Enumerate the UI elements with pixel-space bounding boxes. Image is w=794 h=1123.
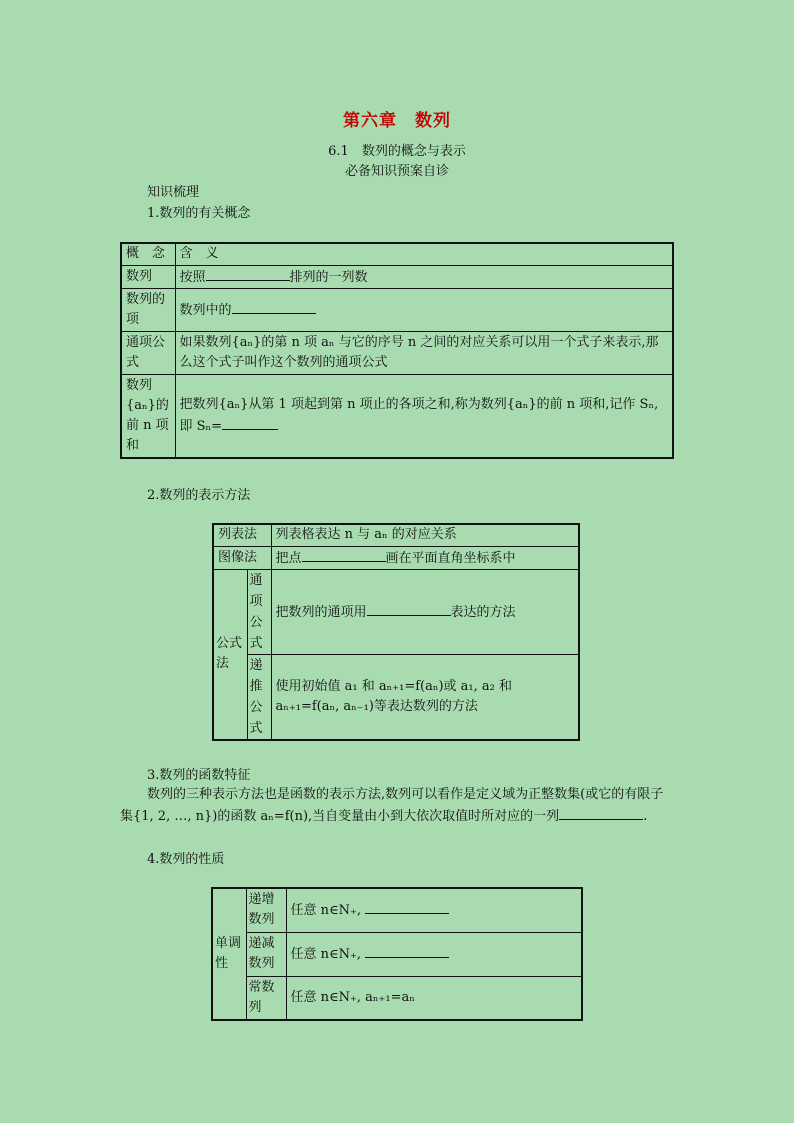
formula-method-name: 公式法 [213,569,247,740]
section-3-paragraph [120,784,672,827]
row-general-formula-meaning: 如果数列{aₙ}的第 n 项 aₙ 与它的序号 n 之间的对应关系可以用一个式子来表示,那么这个式子叫作这个数列的通项公式 [175,331,673,374]
row-term-meaning [175,288,673,331]
section-3-heading: 3.数列的函数特征 [147,768,251,783]
row-sequence-meaning [175,265,673,288]
row-sequence-concept: 数列 [121,265,175,288]
list-method-text: 列表格表达 n 与 aₙ 的对应关系 [271,524,579,546]
row-partial-sum-pre: 把数列{aₙ}从第 1 项起到第 n 项止的各项之和,称为数列{aₙ}的前 n 项和,记作 Sₙ,即 Sₙ= [179,396,659,434]
recursive-formula-name: 递推公式 [247,654,271,740]
list-method-name: 列表法 [213,524,271,546]
general-formula-text [271,569,579,654]
increasing-name: 递增数列 [246,888,286,932]
section-3-text: 数列的三种表示方法也是函数的表示方法,数列可以看作是定义域为正整数集(或它的有限子集{1, 2, …, n})的函数 aₙ=f(n),当自变量由小到大依次取值时所对应的一列 [120,787,664,824]
graph-method-pre: 把点 [275,550,302,566]
decreasing-pre: 任意 n∈N₊, [290,947,361,962]
section-3-end: . [643,809,648,824]
blank-order[interactable] [206,266,290,281]
blank-function-values[interactable] [559,805,643,820]
blank-partial-sum[interactable] [222,415,278,430]
blank-point[interactable] [302,547,386,562]
row-general-formula-concept: 通项公式 [121,331,175,374]
blank-decreasing[interactable] [365,943,449,958]
constant-name: 常数列 [246,976,286,1020]
graph-method-name: 图像法 [213,546,271,569]
blank-formula[interactable] [367,601,451,616]
decreasing-text [286,932,582,976]
section-title: 6.1 数列的概念与表示 [328,144,466,159]
row-partial-sum-meaning [175,374,673,458]
increasing-pre: 任意 n∈N₊, [290,903,361,919]
representation-table [212,523,580,741]
knowledge-label: 知识梳理 [147,185,200,200]
row-term-pre: 数列中的 [179,302,232,318]
graph-method-post: 画在平面直角坐标系中 [385,550,516,566]
header-meaning: 含 义 [175,243,673,265]
section-1-heading: 1.数列的有关概念 [147,206,251,221]
concepts-table [120,242,674,459]
monotonicity-label: 单调性 [212,888,246,1020]
row-partial-sum-concept: 数列{aₙ}的前 n 项和 [121,374,175,458]
properties-table [211,887,583,1021]
section-4-heading: 4.数列的性质 [147,852,225,867]
graph-method-text [271,546,579,569]
general-formula-pre: 把数列的通项用 [275,604,367,620]
section-2-heading: 2.数列的表示方法 [147,488,251,503]
general-formula-post: 表达的方法 [450,604,516,620]
row-sequence-pre: 按照 [179,269,206,285]
constant-text: 任意 n∈N₊, aₙ₊₁=aₙ [286,976,582,1020]
sub-title: 必备知识预案自诊 [344,164,449,179]
general-formula-name: 通项公式 [247,569,271,654]
recursive-formula-text: 使用初始值 a₁ 和 aₙ₊₁=f(aₙ)或 a₁, a₂ 和 aₙ₊₁=f(aₙ, aₙ₋₁)等表达数列的方法 [271,654,579,740]
header-concept: 概 念 [121,243,175,265]
row-sequence-post: 排列的一列数 [289,269,368,285]
row-term-concept: 数列的项 [121,288,175,331]
chapter-title: 第六章 数列 [343,111,451,131]
decreasing-name: 递减数列 [246,932,286,976]
blank-increasing[interactable] [365,899,449,914]
blank-term[interactable] [232,299,316,314]
increasing-text [286,888,582,932]
